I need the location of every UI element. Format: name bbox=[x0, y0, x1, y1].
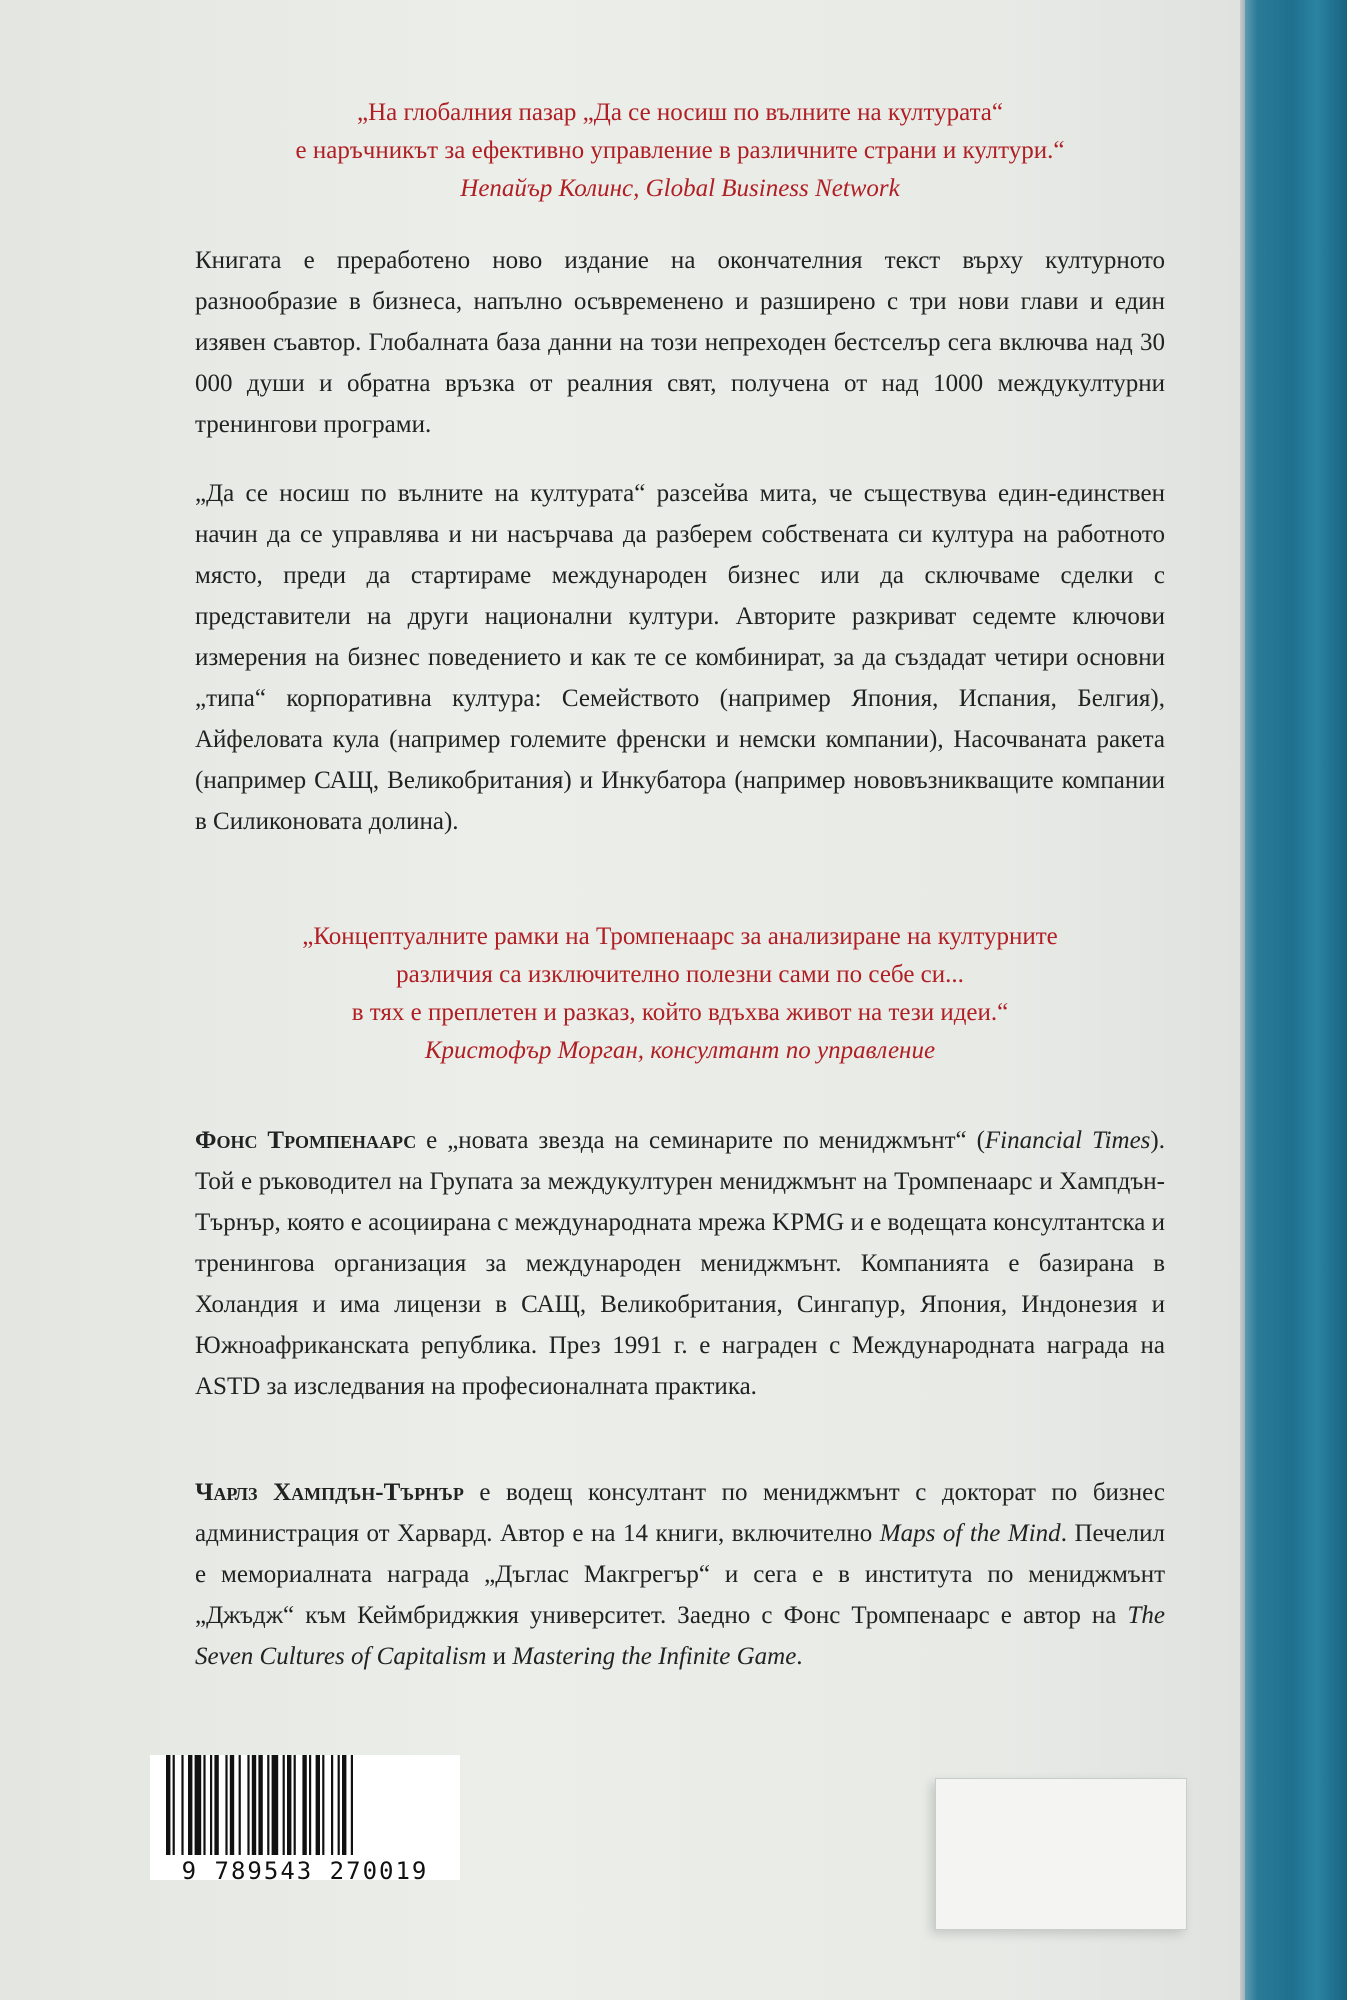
bio2-text-1: е водещ консултант по мениджмънт с докторат по бизнес администрация от Харвард. Автор е на 14 книги, включително bbox=[195, 1479, 1165, 1547]
barcode-bar bbox=[258, 1755, 262, 1855]
bio2-book-2: The Seven Cultures of Capitalism bbox=[195, 1602, 1165, 1670]
barcode-bar bbox=[316, 1755, 320, 1855]
barcode-bar bbox=[230, 1755, 234, 1855]
barcode-bar bbox=[283, 1755, 285, 1855]
bio2-book-3: Mastering the Infinite Game bbox=[512, 1643, 797, 1670]
barcode-bar bbox=[181, 1755, 183, 1855]
barcode-bar bbox=[166, 1755, 170, 1855]
barcode-bar bbox=[210, 1755, 212, 1855]
bio2-text-4: . bbox=[796, 1643, 803, 1670]
barcode-bar bbox=[203, 1755, 205, 1855]
barcode-bar bbox=[267, 1755, 269, 1855]
author-name-trompenaars: Фонс Тромпенаарс bbox=[195, 1127, 417, 1154]
bio2-book-1: Maps of the Mind bbox=[879, 1520, 1061, 1547]
bio2-text-3: и bbox=[486, 1643, 513, 1670]
author-name-hampden-turner: Чарлз Хампдън-Търнър bbox=[195, 1479, 464, 1506]
author-bio-hampden-turner bbox=[195, 1472, 1165, 1677]
quote-top bbox=[195, 94, 1165, 208]
isbn-number: 9 789543 270019 bbox=[181, 1857, 429, 1885]
barcode-bar bbox=[294, 1755, 296, 1855]
barcode-bars bbox=[166, 1755, 454, 1855]
barcode-bar bbox=[195, 1755, 202, 1855]
bio1-text-b: ). Той е ръководител на Групата за междукултурен мениджмънт на Тромпенаарс и Хампдън-Търнър, която е асоциирана с международната мрежа KPMG и е водещата консултантска и тренингова организация за международен мениджмънт. Компанията е базирана в Холандия и има лицензи в САЩ, Великобритания, Сингапур, Япония, Индонезия и Южноафриканската република. През 1991 г. е награден с Международната награда на ASTD за изследвания на професионалната практика. bbox=[195, 1127, 1165, 1400]
barcode-bar bbox=[239, 1755, 241, 1855]
quote-middle-attribution: Кристофър Морган, консултант по управление bbox=[424, 1037, 936, 1064]
quote-middle bbox=[195, 918, 1165, 1070]
barcode-bar bbox=[247, 1755, 249, 1855]
barcode-bar bbox=[287, 1755, 291, 1855]
barcode-bar bbox=[342, 1755, 346, 1855]
isbn-barcode bbox=[150, 1755, 460, 1885]
barcode-bar bbox=[302, 1755, 306, 1855]
bio1-source: Financial Times bbox=[984, 1127, 1151, 1154]
barcode-bar bbox=[188, 1755, 192, 1855]
barcode-bar bbox=[309, 1755, 311, 1855]
quote-middle-line3: в тях е преплетен и разказ, който вдъхва живот на тези идеи.“ bbox=[351, 999, 1009, 1026]
paragraph-description: „Да се носиш по вълните на културата“ разсейва мита, че съществува един-единствен начин да се управлява и ни насърчава да разберем собствената си култура на работното място, преди да стартираме международен бизнес или да сключваме сделки с представители на други национални култури. Авторите разкриват седемте ключови измерения на бизнес поведението и как те се комбинират, за да създадат четири основни „типа“ корпоративна култура: Семейството (например Япония, Испания, Белгия), Айфеловата кула (например големите френски и немски компании), Насочваната ракета (например САЩ, Великобритания) и Инкубатора (например нововъзникващите компании в Силиконовата долина). bbox=[195, 480, 1165, 835]
paragraph-intro: Книгата е преработено ново издание на окончателния текст върху културното разнообразие в бизнеса, напълно осъвременено и разширено с три нови глави и един изявен съавтор. Глобалната база данни на този непреходен бестселър сега включва над 30 000 души и обратна връзка от реалния свят, получена от над 1000 междукултурни тренингови програми. bbox=[195, 247, 1165, 438]
barcode-bar bbox=[331, 1755, 333, 1855]
book-spine bbox=[1245, 0, 1347, 2000]
barcode-bar bbox=[338, 1755, 340, 1855]
quote-top-line2: е наръчникът за ефективно управление в различните страни и култури.“ bbox=[295, 137, 1065, 164]
price-sticker bbox=[935, 1778, 1187, 1930]
bio1-text-a: е „новата звезда на семинарите по мениджмънт“ ( bbox=[416, 1127, 985, 1154]
quote-middle-line1: „Концептуалните рамки на Тромпенаарс за анализиране на културните bbox=[302, 923, 1058, 950]
bio2-text-2: . Печелил е мемориалната награда „Дъглас Макгрегър“ и сега е в института по мениджмънт „Джъдж“ към Кеймбриджкия университет. Заедно с Фонс Тромпенаарс е автор на bbox=[195, 1520, 1165, 1629]
barcode-bar bbox=[173, 1755, 175, 1855]
barcode-bar bbox=[272, 1755, 279, 1855]
quote-top-line1: „На глобалния пазар „Да се носиш по вълните на културата“ bbox=[357, 99, 1003, 126]
author-bio-trompenaars bbox=[195, 1120, 1165, 1407]
quote-top-attribution: Непайър Колинс, Global Business Network bbox=[460, 175, 900, 202]
barcode-bar bbox=[225, 1755, 227, 1855]
barcode-bar bbox=[322, 1755, 324, 1855]
barcode-bar bbox=[252, 1755, 256, 1855]
quote-middle-line2: различия са изключително полезни сами по себе си... bbox=[396, 961, 964, 988]
barcode-bar bbox=[351, 1755, 353, 1855]
barcode-bar bbox=[214, 1755, 218, 1855]
